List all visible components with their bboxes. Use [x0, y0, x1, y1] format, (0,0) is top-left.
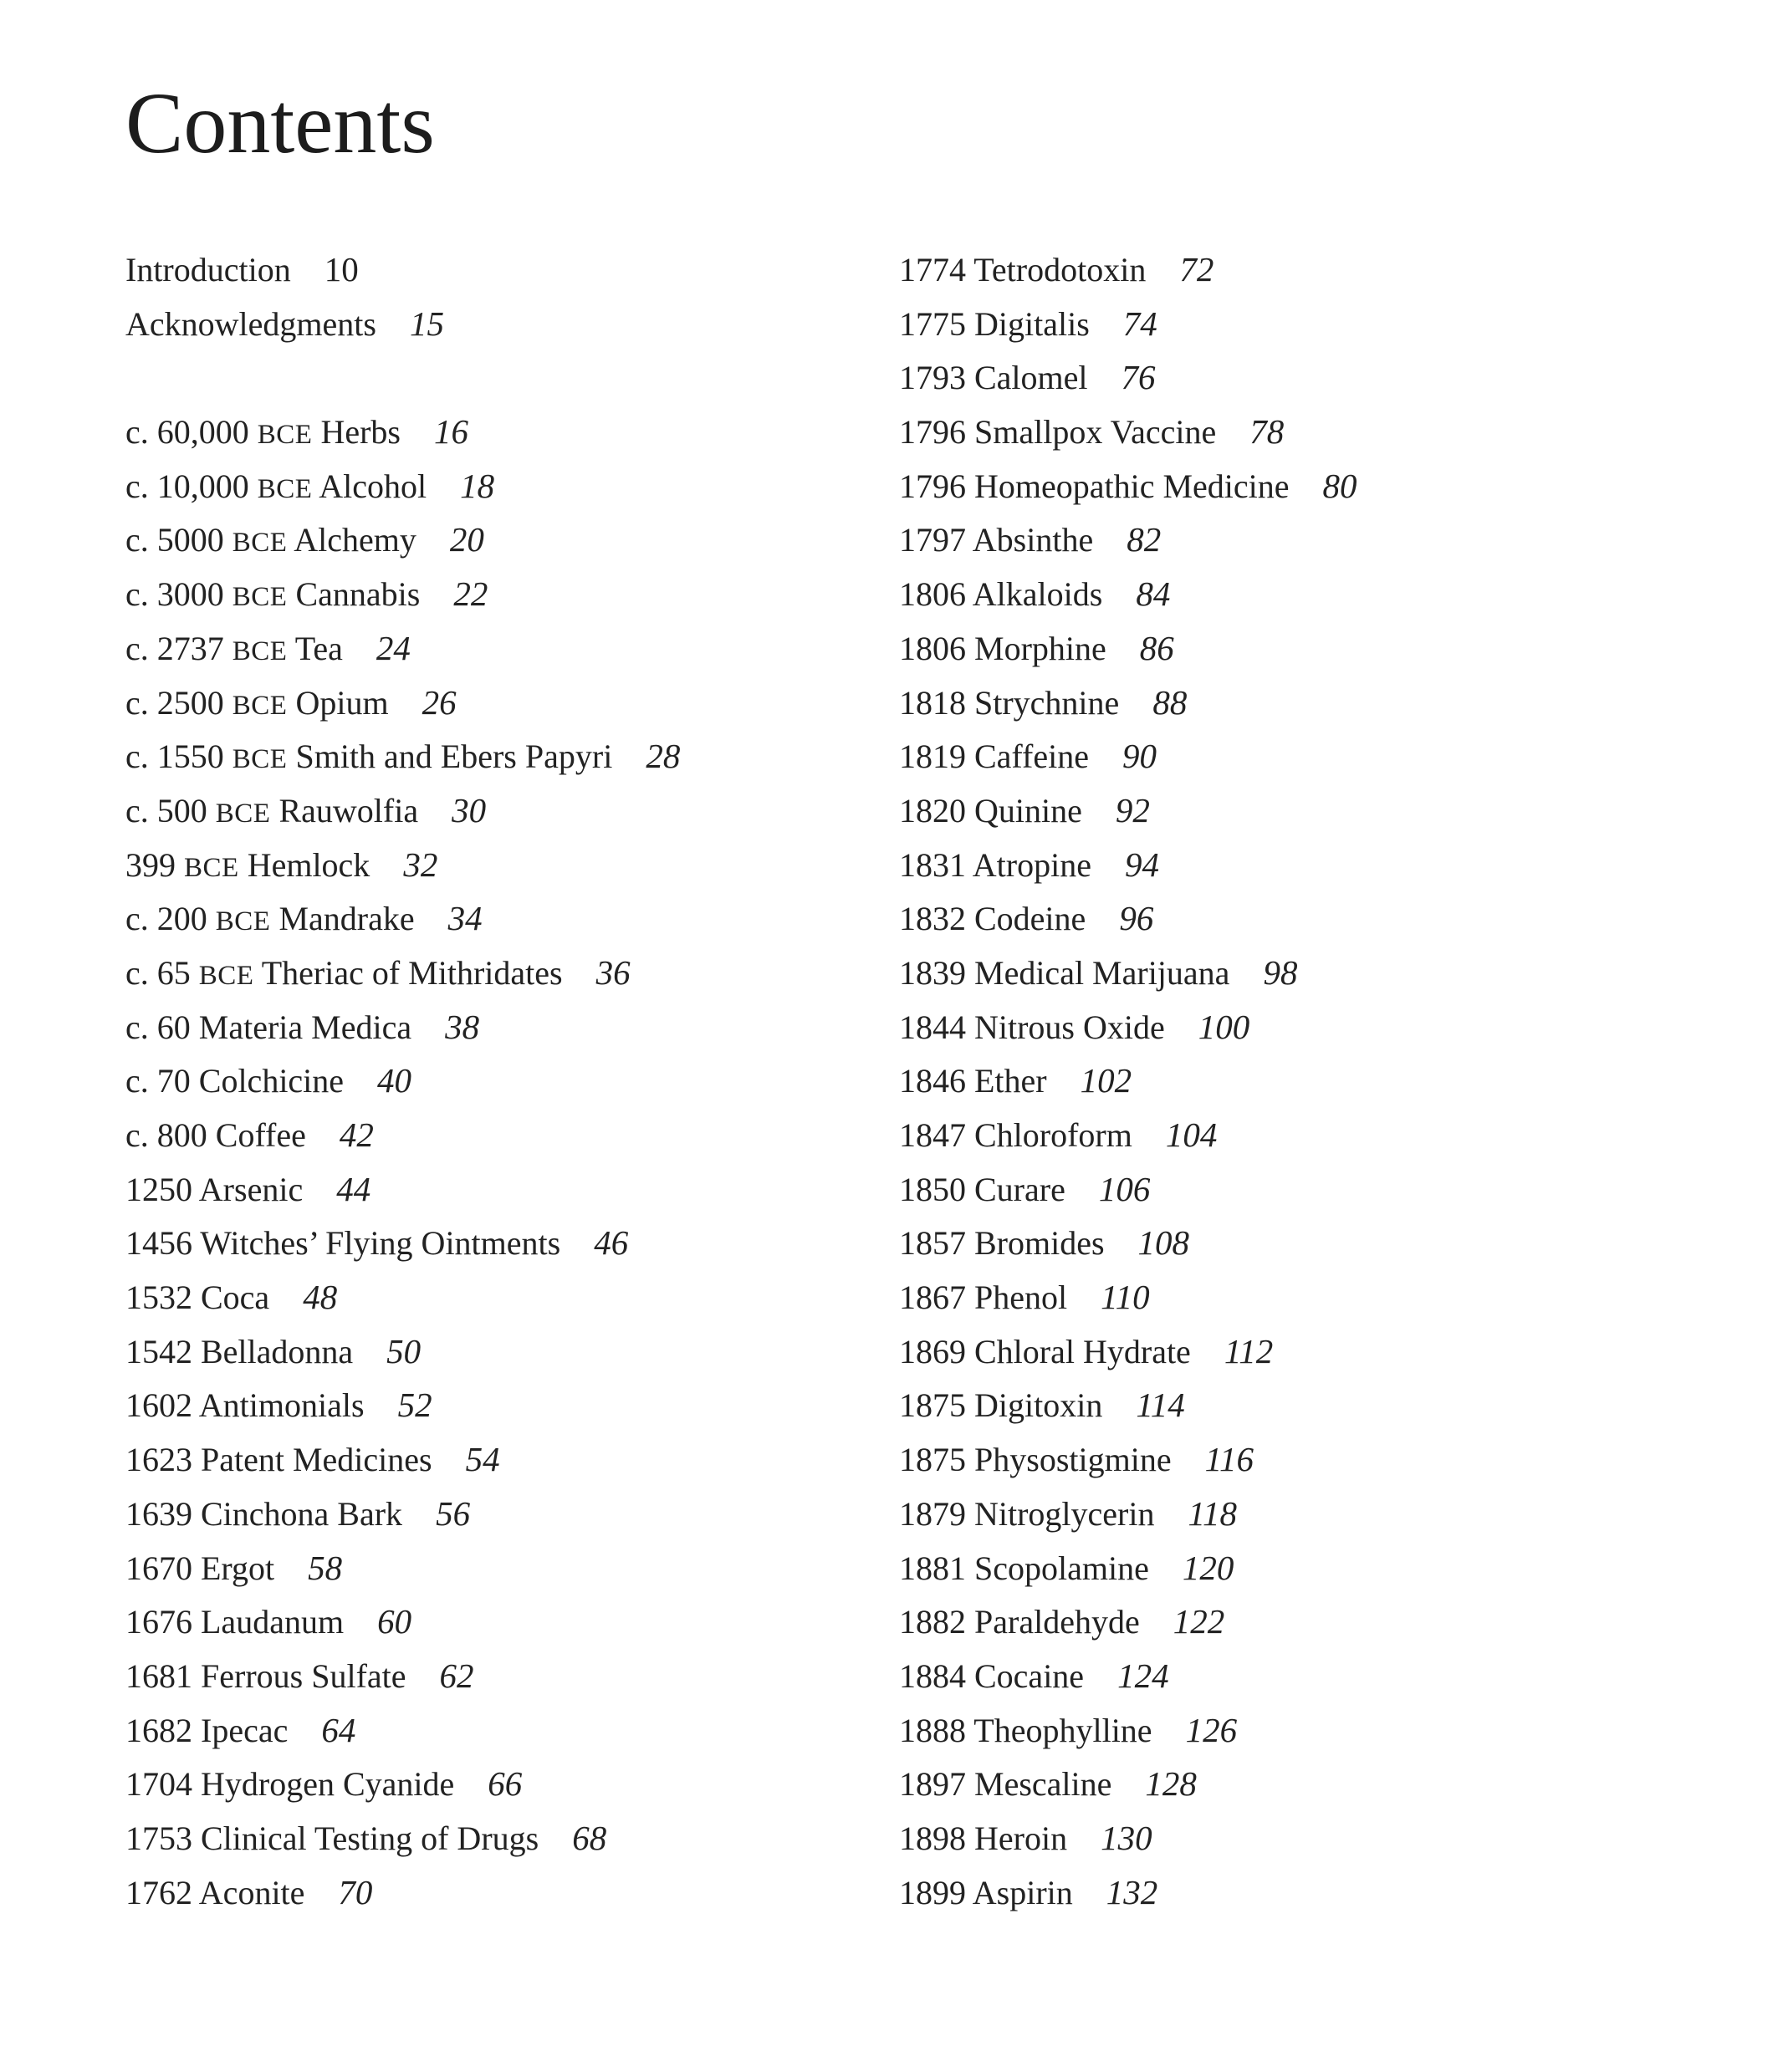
toc-entry-label: Strychnine	[974, 683, 1120, 722]
toc-entry-label: Alchemy	[287, 521, 416, 559]
toc-entry-era: BCE	[184, 852, 239, 883]
toc-entry[interactable]	[899, 1487, 1652, 1541]
toc-entry-year: c. 3000	[125, 575, 232, 614]
toc-entry-label: Ipecac	[201, 1711, 289, 1749]
toc-page-number: 30	[452, 790, 487, 829]
toc-page-number: 120	[1182, 1548, 1234, 1587]
toc-entry[interactable]	[899, 783, 1652, 838]
toc-page-number: 110	[1101, 1278, 1150, 1317]
toc-entry-year: 1602	[125, 1386, 199, 1425]
toc-entry-year: 1867	[899, 1278, 974, 1317]
toc-entry-label: Curare	[974, 1170, 1065, 1208]
toc-entry-label: Aspirin	[972, 1873, 1073, 1911]
toc-page-number: 40	[377, 1061, 412, 1100]
toc-entry[interactable]	[125, 567, 878, 621]
toc-entry-label: Codeine	[974, 900, 1086, 938]
toc-page-number: 36	[595, 952, 631, 992]
toc-entry-era: BCE	[198, 960, 254, 991]
toc-entry-label: Alcohol	[312, 467, 427, 505]
toc-page-number: 126	[1185, 1710, 1238, 1749]
toc-entry-year: 1623	[125, 1441, 201, 1479]
toc-entry-label: Digitalis	[974, 304, 1090, 343]
toc-entry[interactable]	[899, 1162, 1652, 1217]
toc-entry-label: Atropine	[972, 845, 1091, 884]
toc-entry-label: Acknowledgments	[125, 304, 376, 343]
toc-entry-year: c. 500	[125, 791, 216, 829]
toc-page-number: 116	[1204, 1440, 1254, 1479]
toc-page-number: 104	[1165, 1115, 1218, 1154]
toc-entry[interactable]	[899, 297, 1652, 351]
toc-entry[interactable]	[899, 838, 1652, 892]
toc-entry[interactable]	[899, 1811, 1652, 1865]
toc-entry-label: Homeopathic Medicine	[974, 467, 1290, 505]
toc-entry[interactable]	[899, 350, 1652, 405]
toc-entry-label: Hemlock	[238, 845, 370, 884]
toc-entry-label: Materia Medica	[198, 1008, 412, 1046]
toc-page-number: 88	[1152, 682, 1188, 722]
toc-entry-label: Medical Marijuana	[974, 953, 1230, 992]
toc-entry-year: 1819	[899, 737, 974, 776]
toc-entry-year: 1456	[125, 1224, 201, 1263]
toc-entry[interactable]	[125, 1811, 878, 1865]
toc-page-number: 66	[488, 1764, 523, 1804]
toc-entry-label: Digitoxin	[974, 1386, 1103, 1425]
toc-entry-label: Hydrogen Cyanide	[201, 1765, 455, 1804]
toc-page-number: 132	[1106, 1872, 1158, 1911]
toc-page-number: 46	[594, 1223, 629, 1263]
toc-page-number: 122	[1173, 1602, 1225, 1641]
toc-entry-year: c. 5000	[125, 521, 232, 559]
toc-entry[interactable]	[125, 1432, 878, 1487]
toc-entry-label: Antimonials	[198, 1386, 365, 1425]
toc-entry[interactable]	[125, 946, 878, 1000]
toc-entry-year: 1796	[899, 413, 974, 452]
toc-page-number: 86	[1139, 628, 1174, 667]
toc-entry-label: Belladonna	[201, 1332, 354, 1370]
toc-entry-year: c. 1550	[125, 737, 232, 776]
toc-entry[interactable]	[125, 1108, 878, 1162]
toc-page-number: 100	[1198, 1007, 1250, 1046]
toc-page-number: 15	[409, 304, 444, 343]
toc-page-number: 76	[1121, 358, 1156, 397]
toc-entry-label: Tea	[287, 629, 343, 667]
toc-entry[interactable]	[899, 459, 1652, 513]
toc-page-number: 20	[449, 520, 484, 559]
toc-entry[interactable]	[125, 1703, 878, 1758]
toc-page-number: 96	[1119, 899, 1154, 938]
toc-page-number: 34	[447, 899, 483, 938]
toc-entry-label: Colchicine	[198, 1062, 345, 1100]
toc-page-number: 10	[324, 250, 359, 288]
toc-page-number: 80	[1322, 466, 1357, 505]
toc-entry-year: 1250	[125, 1170, 199, 1208]
toc-entry[interactable]	[125, 1649, 878, 1703]
toc-entry[interactable]	[899, 1865, 1652, 1920]
toc-entry-year: 1532	[125, 1278, 201, 1317]
toc-entry-year: 1670	[125, 1549, 201, 1587]
toc-entry-era: BCE	[257, 420, 313, 451]
toc-entry-label: Theophylline	[973, 1711, 1152, 1749]
toc-entry-year: 1682	[125, 1711, 201, 1749]
toc-entry-label: Ether	[974, 1062, 1047, 1100]
toc-page-number: 26	[422, 682, 457, 722]
toc-entry-year: 1879	[899, 1494, 974, 1533]
toc-page-number: 68	[572, 1818, 607, 1857]
toc-entry-year: 1704	[125, 1765, 201, 1804]
toc-entry-year: 1844	[899, 1008, 974, 1046]
toc-page-number: 84	[1136, 574, 1171, 614]
toc-entry-label: Nitrous Oxide	[974, 1008, 1165, 1046]
toc-entry-year: 1846	[899, 1062, 974, 1100]
toc-entry-introduction[interactable]	[125, 242, 878, 297]
toc-entry-year: 1869	[899, 1332, 974, 1370]
toc-entry[interactable]	[899, 676, 1652, 730]
toc-entry-acknowledgments[interactable]	[125, 297, 878, 351]
toc-entry[interactable]	[125, 1162, 878, 1217]
toc-entry[interactable]	[899, 513, 1652, 567]
toc-entry-label: Paraldehyde	[974, 1603, 1140, 1641]
toc-entry-year: c. 10,000	[125, 467, 258, 505]
toc-entry-label: Mescaline	[974, 1765, 1112, 1804]
toc-entry[interactable]	[125, 1000, 878, 1054]
toc-page-number: 102	[1080, 1061, 1132, 1100]
toc-entry-label: Scopolamine	[974, 1549, 1149, 1587]
toc-entry-label: Calomel	[974, 359, 1088, 397]
toc-entry[interactable]	[899, 1324, 1652, 1379]
toc-entry-label: Cannabis	[287, 575, 421, 614]
toc-page-number: 52	[397, 1386, 432, 1425]
toc-page-number: 78	[1249, 412, 1285, 452]
toc-entry-label: Physostigmine	[974, 1441, 1172, 1479]
toc-entry-era: BCE	[232, 690, 288, 721]
toc-page-number: 94	[1124, 845, 1159, 884]
toc-entry-year: 1875	[899, 1386, 974, 1425]
toc-page-number: 98	[1263, 952, 1298, 992]
toc-entry-label: Caffeine	[974, 737, 1089, 776]
toc-entry-year: 1774	[899, 251, 974, 288]
toc-entry-year: 1796	[899, 467, 974, 505]
toc-entry-year: 1676	[125, 1603, 201, 1641]
toc-page-number: 64	[321, 1710, 356, 1749]
toc-entry-era: BCE	[215, 798, 271, 829]
toc-entry-year: 1818	[899, 683, 974, 722]
toc-entry-year: 1639	[125, 1494, 201, 1533]
toc-entry-era: BCE	[232, 582, 288, 613]
toc-entry-label: Phenol	[974, 1278, 1068, 1317]
toc-entry-year: c. 2737	[125, 629, 232, 667]
toc-entry-year: 1882	[899, 1603, 974, 1641]
toc-page-number: 74	[1122, 304, 1157, 343]
toc-page-number: 24	[376, 628, 411, 667]
toc-entry[interactable]	[125, 783, 878, 838]
toc-entry[interactable]	[125, 459, 878, 513]
toc-entry[interactable]	[125, 891, 878, 946]
toc-entry-label: Absinthe	[972, 521, 1094, 559]
toc-page-number: 22	[453, 574, 488, 614]
page-title: Contents	[125, 75, 435, 171]
toc-entry[interactable]	[899, 1541, 1652, 1595]
toc-page-number: 108	[1137, 1223, 1190, 1263]
toc-entry-year: 1899	[899, 1873, 973, 1911]
toc-page-number: 70	[338, 1872, 373, 1911]
toc-page-number: 16	[433, 412, 468, 452]
toc-entry[interactable]	[899, 1703, 1652, 1758]
contents-column-left	[125, 242, 878, 1919]
toc-entry-year: 1793	[899, 359, 974, 397]
toc-page-number: 32	[403, 845, 438, 884]
toc-entry-label: Theriac of Mithridates	[253, 953, 563, 992]
toc-entry[interactable]	[125, 621, 878, 676]
toc-entry-year: c. 800	[125, 1116, 216, 1154]
toc-entry[interactable]	[899, 729, 1652, 783]
toc-entry[interactable]	[899, 405, 1652, 459]
toc-entry[interactable]	[125, 1757, 878, 1811]
toc-entry-label: Smith and Ebers Papyri	[287, 737, 613, 776]
toc-entry-label: Laudanum	[201, 1603, 345, 1641]
toc-entry[interactable]	[125, 729, 878, 783]
toc-entry-year: c. 70	[125, 1062, 199, 1100]
toc-entry-label: Coffee	[215, 1116, 306, 1154]
toc-entry-label: Arsenic	[198, 1170, 304, 1208]
toc-page-number: 60	[377, 1602, 412, 1641]
toc-page-number: 92	[1115, 790, 1150, 829]
toc-entry[interactable]	[125, 1595, 878, 1649]
toc-entry-label: Cinchona Bark	[201, 1494, 403, 1533]
toc-entry-label: Ergot	[201, 1549, 275, 1587]
toc-page-number: 128	[1145, 1764, 1197, 1804]
toc-entry[interactable]	[125, 1216, 878, 1270]
toc-entry[interactable]	[899, 1432, 1652, 1487]
toc-entry-label: Smallpox Vaccine	[974, 413, 1217, 452]
toc-entry-year: 1806	[899, 575, 973, 614]
toc-entry[interactable]	[899, 567, 1652, 621]
toc-entry[interactable]	[899, 1378, 1652, 1432]
toc-entry[interactable]	[899, 1649, 1652, 1703]
toc-page-number: 114	[1136, 1386, 1185, 1425]
toc-page-number: 124	[1117, 1656, 1169, 1695]
toc-entry[interactable]	[899, 1757, 1652, 1811]
contents-column-right	[899, 242, 1652, 1919]
toc-page-number: 118	[1188, 1493, 1237, 1533]
toc-entry-year: 1884	[899, 1656, 974, 1695]
toc-entry[interactable]	[125, 513, 878, 567]
toc-page-number: 42	[339, 1115, 374, 1154]
toc-entry[interactable]	[899, 242, 1652, 297]
toc-entry[interactable]	[125, 1541, 878, 1595]
toc-entry-year: 1881	[899, 1549, 974, 1587]
toc-entry[interactable]	[125, 676, 878, 730]
toc-entry-year: 1542	[125, 1332, 201, 1370]
toc-entry-label: Chloral Hydrate	[974, 1332, 1191, 1370]
toc-entry-label: Coca	[201, 1278, 270, 1317]
toc-page-number: 130	[1101, 1818, 1152, 1857]
toc-entry[interactable]	[125, 1270, 878, 1324]
toc-entry-year: 1681	[125, 1656, 201, 1695]
toc-entry-year: 1762	[125, 1873, 199, 1911]
toc-entry[interactable]	[899, 1216, 1652, 1270]
toc-entry-year: 1875	[899, 1441, 974, 1479]
toc-spacer	[125, 350, 878, 405]
toc-entry-label: Mandrake	[270, 900, 415, 938]
toc-entry[interactable]	[125, 1324, 878, 1379]
toc-entry-era: BCE	[257, 473, 313, 504]
toc-entry[interactable]	[125, 1487, 878, 1541]
toc-entry-label: Nitroglycerin	[974, 1494, 1155, 1533]
toc-entry-year: 1847	[899, 1116, 974, 1154]
toc-entry-era: BCE	[215, 906, 271, 937]
toc-entry-year: 399	[125, 845, 184, 884]
toc-entry-label: Ferrous Sulfate	[201, 1656, 406, 1695]
toc-entry-label: Morphine	[974, 629, 1106, 667]
toc-entry[interactable]	[899, 946, 1652, 1000]
toc-entry-year: 1832	[899, 900, 974, 938]
toc-page-number: 38	[445, 1007, 480, 1046]
toc-entry[interactable]	[125, 1378, 878, 1432]
toc-page-number: 54	[465, 1440, 500, 1479]
toc-page-number: 72	[1179, 250, 1214, 288]
toc-entry-era: BCE	[232, 528, 288, 559]
toc-entry[interactable]	[899, 891, 1652, 946]
toc-entry[interactable]	[125, 405, 878, 459]
toc-page-number: 112	[1224, 1331, 1274, 1370]
toc-entry[interactable]	[899, 1054, 1652, 1108]
toc-entry[interactable]	[899, 1108, 1652, 1162]
toc-entry-year: 1775	[899, 304, 974, 343]
toc-entry[interactable]	[125, 1865, 878, 1920]
toc-entry-year: 1797	[899, 521, 973, 559]
toc-entry-label: Tetrodotoxin	[973, 251, 1147, 288]
toc-page-number: 48	[303, 1278, 338, 1317]
toc-page-number: 82	[1127, 520, 1162, 559]
toc-entry-year: 1857	[899, 1224, 974, 1263]
toc-entry-label: Quinine	[974, 791, 1082, 829]
toc-page-number: 28	[646, 737, 681, 776]
toc-entry-year: 1839	[899, 953, 974, 992]
toc-entry-label: Aconite	[198, 1873, 305, 1911]
toc-entry-year: 1753	[125, 1819, 201, 1857]
toc-entry[interactable]	[125, 1054, 878, 1108]
toc-entry-label: Herbs	[312, 413, 401, 452]
toc-entry-era: BCE	[232, 744, 288, 775]
toc-entry-year: 1806	[899, 629, 974, 667]
toc-entry-year: c. 2500	[125, 683, 232, 722]
toc-entry-year: 1888	[899, 1711, 974, 1749]
toc-entry-label: Heroin	[974, 1819, 1068, 1857]
toc-entry-label: Rauwolfia	[270, 791, 419, 829]
toc-entry-year: 1897	[899, 1765, 974, 1804]
toc-entry-year: 1831	[899, 845, 973, 884]
toc-entry-label: Witches’ Flying Ointments	[200, 1224, 561, 1263]
toc-entry-year: c. 65	[125, 953, 199, 992]
toc-entry-year: c. 200	[125, 900, 216, 938]
toc-entry-year: 1898	[899, 1819, 974, 1857]
toc-entry[interactable]	[899, 1595, 1652, 1649]
toc-page-number: 62	[439, 1656, 474, 1695]
toc-page-number: 90	[1122, 737, 1157, 776]
toc-entry-label: Patent Medicines	[201, 1441, 432, 1479]
toc-page-number: 44	[336, 1169, 371, 1208]
toc-entry-label: Bromides	[974, 1224, 1105, 1263]
toc-entry-label: Introduction	[125, 251, 291, 288]
toc-entry-label: Cocaine	[974, 1656, 1085, 1695]
toc-entry[interactable]	[899, 1000, 1652, 1054]
toc-entry-year: c. 60	[125, 1008, 199, 1046]
toc-page-number: 56	[436, 1493, 471, 1533]
toc-entry-label: Opium	[287, 683, 389, 722]
toc-entry-year: 1820	[899, 791, 974, 829]
toc-entry[interactable]	[125, 838, 878, 892]
toc-entry-era: BCE	[232, 635, 288, 666]
toc-entry-year: c. 60,000	[125, 413, 258, 452]
toc-page-number: 18	[460, 466, 495, 505]
toc-page-number: 106	[1098, 1169, 1151, 1208]
toc-entry[interactable]	[899, 1270, 1652, 1324]
toc-entry-label: Alkaloids	[972, 575, 1103, 614]
toc-page-number: 58	[308, 1548, 343, 1587]
toc-entry-label: Clinical Testing of Drugs	[201, 1819, 539, 1857]
toc-entry[interactable]	[899, 621, 1652, 676]
toc-entry-label: Chloroform	[974, 1116, 1132, 1154]
toc-page-number: 50	[386, 1331, 422, 1370]
toc-entry-year: 1850	[899, 1170, 974, 1208]
